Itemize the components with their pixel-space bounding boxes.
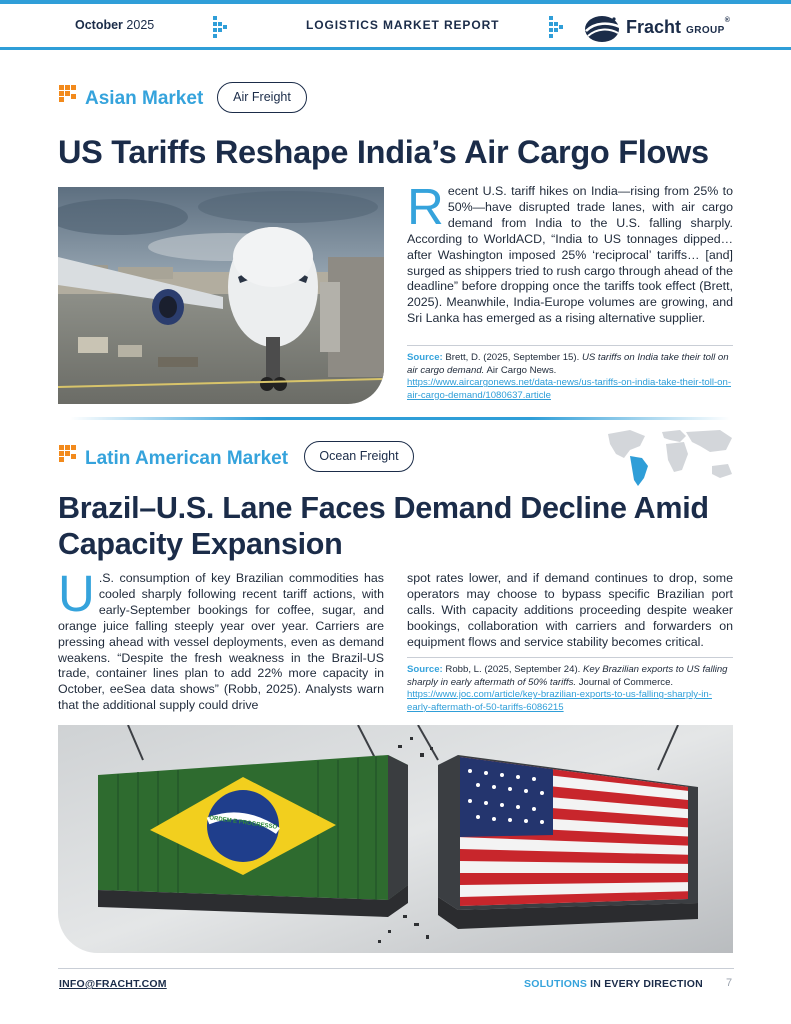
report-month: October [75,18,123,32]
source-label: Source: [407,664,443,675]
section-label-latin-american-market: Latin American Market [85,448,289,469]
containers-photo [58,725,733,953]
source-title: US tariffs on India take their toll on air cargo demand. [407,352,729,376]
headline-line-1: Brazil–U.S. Lane Faces Demand Decline Amid [58,491,709,525]
section-label-asian-market: Asian Market [85,88,204,109]
page-number: 7 [726,977,733,989]
drop-cap: U [58,565,95,622]
dots-icon [549,16,563,38]
article-text: .S. consumption of key Brazilian commodities has cooled sharply following recent tariff actions, with early-September bookings for coffee, sugar, and orange juice falling steeply year over year. Carriers are pressing ahead with vessel deployments, even as demand weakens. “Despite the fresh weakness in the Brazil-US trade, container lines plan to add 22% more capacity in October, eeSea data shows” (Robb, 2025). Analysts warn that the additional supply could drive [58,571,384,713]
source-divider [407,345,733,346]
tag-air-freight[interactable]: Air Freight [217,82,307,113]
footer-tagline [524,978,703,990]
source-link[interactable]: https://www.aircargonews.net/data-news/us-tariffs-on-india-take-their-toll-on-air-cargo-demand/1080637.article [407,377,732,401]
headline-india-air-cargo: US Tariffs Reshape India’s Air Cargo Flows [58,134,709,170]
section-divider [70,417,730,420]
article-text: ecent U.S. tariff hikes on India—rising from 25% to 50%—have disrupted trade lanes, with air cargo demand from India to the U.S. falling sharply. According to WorldACD, “India to US tonnages dipped… after Washington imposed 25% ‘reciprocal’ tariffs… [and] surged as shippers tried to rush cargo through ahead of the deadline” before dropping once the tariffs took effect (Brett, 2025). Meanwhile, India-Europe volumes are growing, and Sri Lanka has emerged as a rising alternative supplier. [407,184,733,326]
airplane-photo [58,187,384,404]
footer-divider [58,968,734,969]
report-date [75,18,154,32]
source-label: Source: [407,352,443,363]
article-body-brazil-col1 [58,565,384,714]
logo-group: GROUP [686,25,725,36]
contact-email-link[interactable]: INFO@FRACHT.COM [59,978,167,990]
drop-cap: R [407,178,444,235]
article-body-india [407,178,733,327]
page-header [0,4,791,46]
tagline-rest: IN EVERY DIRECTION [587,978,703,990]
section-dots-icon [59,445,79,465]
registered-mark: ® [724,17,731,24]
tag-ocean-freight[interactable]: Ocean Freight [304,441,414,472]
source-link[interactable]: https://www.joc.com/article/key-brazilian-exports-to-us-falling-sharply-in-early-aftermath-of-50-tariffs-6086215 [407,689,712,713]
source-publisher: Journal of Commerce. [578,676,674,688]
source-divider [407,657,733,658]
article-body-brazil-col2: spot rates lower, and if demand continues to drop, some operators may choose to bypass specific Brazilian port calls. With capacity additions proceeding despite weaker bookings, collaboration with carriers and forwarders on equipment flows and service stability becomes critical. [407,571,733,649]
logo-name: Fracht [626,17,682,37]
source-author: Robb, L. (2025, September 24). [445,664,581,675]
source-citation-india [407,352,733,402]
source-title: Key Brazilian exports to US falling sharply in early aftermath of 50% tariffs. [407,664,728,688]
source-author: Brett, D. (2025, September 15). [445,352,580,363]
source-citation-brazil [407,664,733,714]
source-publisher: Air Cargo News. [486,364,557,376]
header-divider [0,47,791,50]
globe-icon [583,14,623,44]
fracht-logo[interactable] [583,13,743,45]
report-year: 2025 [126,18,155,32]
flag-motto: ORDEM E PROGRESSO [208,815,278,831]
section-dots-icon [59,85,79,105]
tagline-accent: SOLUTIONS [524,978,588,990]
world-map-icon [600,424,740,490]
dots-icon [213,16,227,38]
logo-wordmark [626,17,730,38]
headline-brazil-us-lane [58,490,748,562]
report-title: LOGISTICS MARKET REPORT [306,18,500,32]
headline-line-2: Capacity Expansion [58,527,343,561]
